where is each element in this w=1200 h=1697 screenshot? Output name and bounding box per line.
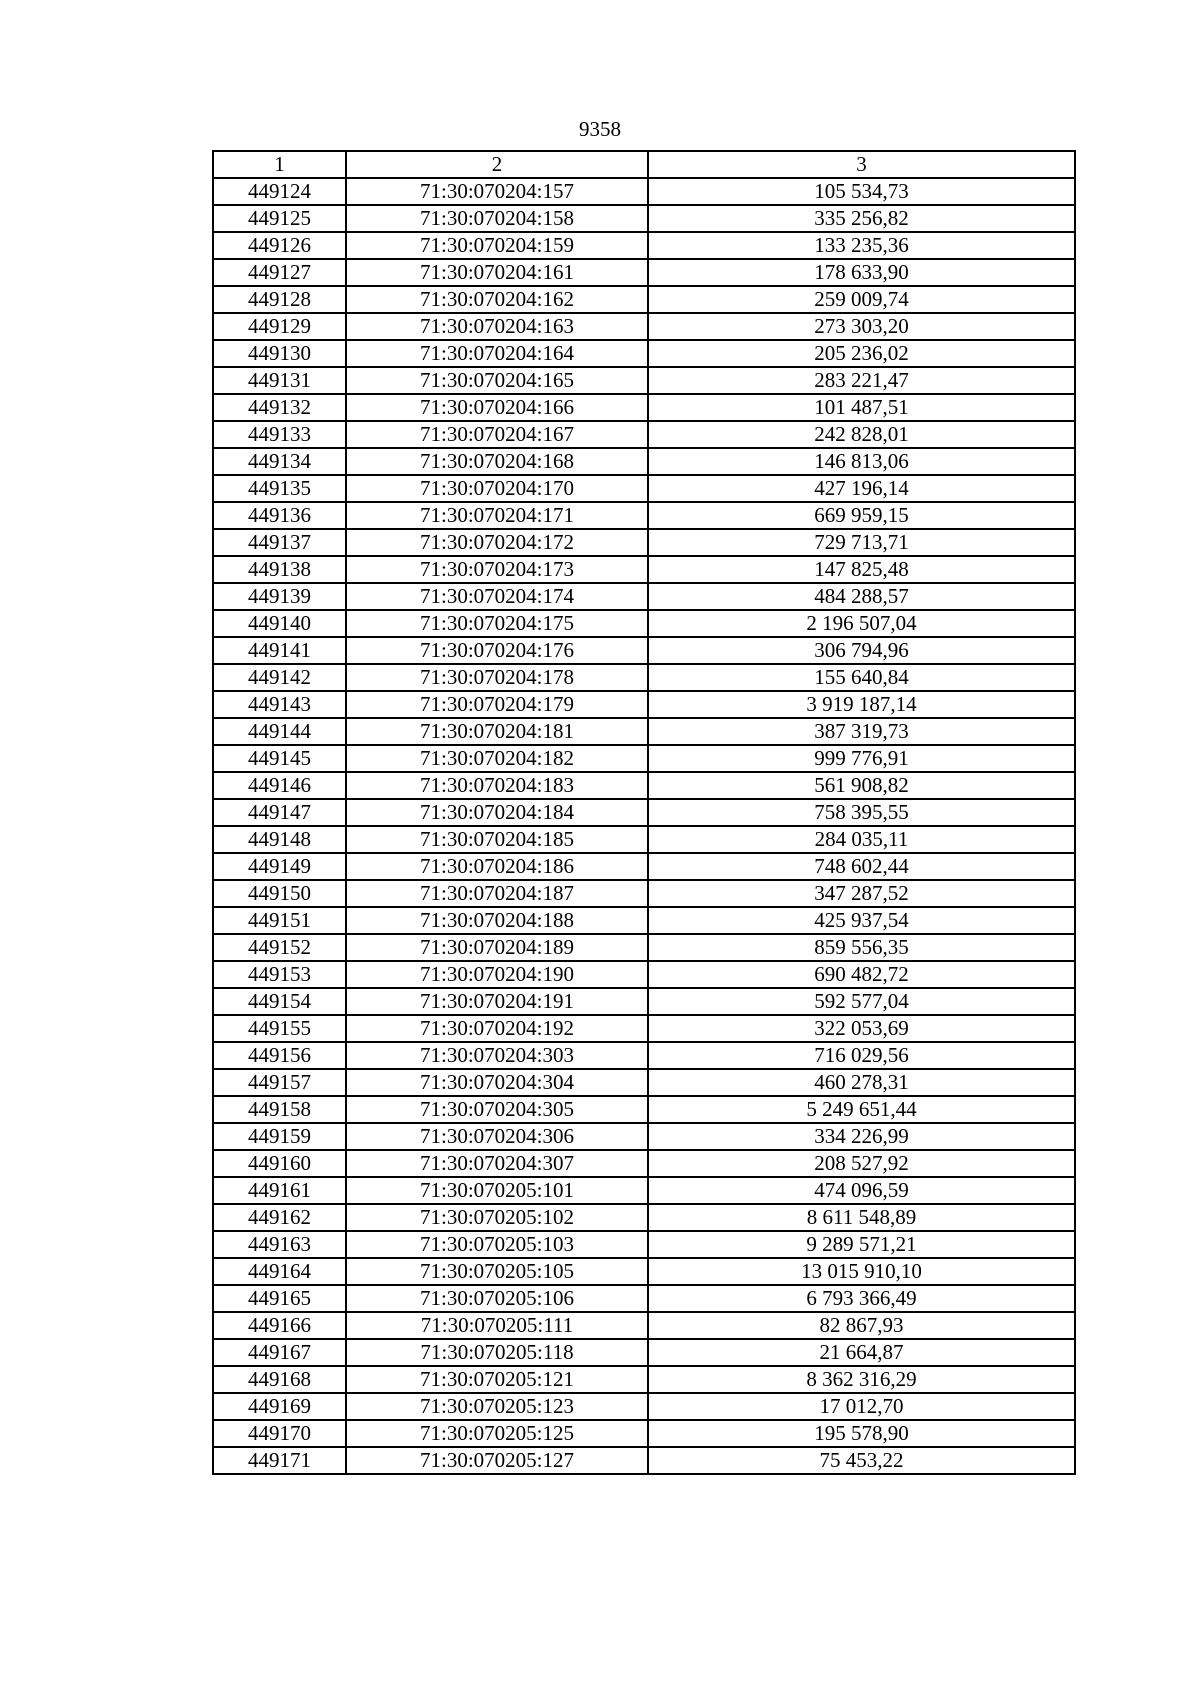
row-number-cell: 449166 [213, 1312, 346, 1339]
cadastral-number-cell: 71:30:070204:170 [346, 475, 648, 502]
table-row [213, 880, 1075, 907]
cadastral-number-cell: 71:30:070205:103 [346, 1231, 648, 1258]
row-number-cell: 449148 [213, 826, 346, 853]
value-cell: 283 221,47 [648, 367, 1075, 394]
row-number-cell: 449128 [213, 286, 346, 313]
table-row [213, 232, 1075, 259]
row-number-cell: 449132 [213, 394, 346, 421]
row-number-cell: 449124 [213, 178, 346, 205]
table-row [213, 934, 1075, 961]
value-cell: 729 713,71 [648, 529, 1075, 556]
table-row [213, 205, 1075, 232]
cadastral-number-cell: 71:30:070204:182 [346, 745, 648, 772]
table-row [213, 313, 1075, 340]
value-cell: 13 015 910,10 [648, 1258, 1075, 1285]
table-row [213, 853, 1075, 880]
cadastral-number-cell: 71:30:070204:161 [346, 259, 648, 286]
value-cell: 242 828,01 [648, 421, 1075, 448]
table-row [213, 1231, 1075, 1258]
value-cell: 334 226,99 [648, 1123, 1075, 1150]
value-cell: 748 602,44 [648, 853, 1075, 880]
value-cell: 75 453,22 [648, 1447, 1075, 1474]
row-number-cell: 449163 [213, 1231, 346, 1258]
row-number-cell: 449159 [213, 1123, 346, 1150]
value-cell: 859 556,35 [648, 934, 1075, 961]
cadastral-number-cell: 71:30:070204:183 [346, 772, 648, 799]
table-row [213, 259, 1075, 286]
cadastral-number-cell: 71:30:070205:118 [346, 1339, 648, 1366]
table-row [213, 1096, 1075, 1123]
cadastral-number-cell: 71:30:070204:165 [346, 367, 648, 394]
value-cell: 208 527,92 [648, 1150, 1075, 1177]
row-number-cell: 449125 [213, 205, 346, 232]
cadastral-number-cell: 71:30:070204:307 [346, 1150, 648, 1177]
cadastral-number-cell: 71:30:070204:303 [346, 1042, 648, 1069]
value-cell: 17 012,70 [648, 1393, 1075, 1420]
cadastral-number-cell: 71:30:070205:106 [346, 1285, 648, 1312]
value-cell: 133 235,36 [648, 232, 1075, 259]
row-number-cell: 449168 [213, 1366, 346, 1393]
value-cell: 322 053,69 [648, 1015, 1075, 1042]
row-number-cell: 449130 [213, 340, 346, 367]
table-row [213, 745, 1075, 772]
row-number-cell: 449154 [213, 988, 346, 1015]
table-row [213, 1123, 1075, 1150]
row-number-cell: 449145 [213, 745, 346, 772]
value-cell: 335 256,82 [648, 205, 1075, 232]
table-row [213, 1258, 1075, 1285]
row-number-cell: 449162 [213, 1204, 346, 1231]
row-number-cell: 449133 [213, 421, 346, 448]
row-number-cell: 449169 [213, 1393, 346, 1420]
value-cell: 8 611 548,89 [648, 1204, 1075, 1231]
table-row [213, 394, 1075, 421]
table-row [213, 367, 1075, 394]
value-cell: 387 319,73 [648, 718, 1075, 745]
table-row [213, 718, 1075, 745]
value-cell: 460 278,31 [648, 1069, 1075, 1096]
table-row [213, 1177, 1075, 1204]
value-cell: 3 919 187,14 [648, 691, 1075, 718]
cadastral-number-cell: 71:30:070204:172 [346, 529, 648, 556]
value-cell: 306 794,96 [648, 637, 1075, 664]
row-number-cell: 449134 [213, 448, 346, 475]
table-row [213, 502, 1075, 529]
row-number-cell: 449143 [213, 691, 346, 718]
cadastral-number-cell: 71:30:070204:176 [346, 637, 648, 664]
cadastral-number-cell: 71:30:070204:175 [346, 610, 648, 637]
table-row [213, 1420, 1075, 1447]
cadastral-number-cell: 71:30:070204:305 [346, 1096, 648, 1123]
column-header: 3 [648, 151, 1075, 178]
row-number-cell: 449157 [213, 1069, 346, 1096]
value-cell: 716 029,56 [648, 1042, 1075, 1069]
value-cell: 9 289 571,21 [648, 1231, 1075, 1258]
row-number-cell: 449160 [213, 1150, 346, 1177]
cadastral-number-cell: 71:30:070204:159 [346, 232, 648, 259]
row-number-cell: 449152 [213, 934, 346, 961]
table-row [213, 529, 1075, 556]
row-number-cell: 449156 [213, 1042, 346, 1069]
value-cell: 758 395,55 [648, 799, 1075, 826]
value-cell: 999 776,91 [648, 745, 1075, 772]
table-row [213, 421, 1075, 448]
page-number: 9358 [579, 117, 621, 141]
row-number-cell: 449164 [213, 1258, 346, 1285]
value-cell: 484 288,57 [648, 583, 1075, 610]
row-number-cell: 449155 [213, 1015, 346, 1042]
row-number-cell: 449167 [213, 1339, 346, 1366]
cadastral-number-cell: 71:30:070204:162 [346, 286, 648, 313]
value-cell: 427 196,14 [648, 475, 1075, 502]
row-number-cell: 449147 [213, 799, 346, 826]
value-cell: 669 959,15 [648, 502, 1075, 529]
table-row [213, 1069, 1075, 1096]
value-cell: 155 640,84 [648, 664, 1075, 691]
value-cell: 205 236,02 [648, 340, 1075, 367]
row-number-cell: 449165 [213, 1285, 346, 1312]
cadastral-number-cell: 71:30:070204:179 [346, 691, 648, 718]
cadastral-number-cell: 71:30:070205:102 [346, 1204, 648, 1231]
table-row [213, 826, 1075, 853]
cadastral-number-cell: 71:30:070204:164 [346, 340, 648, 367]
table-row [213, 1447, 1075, 1474]
cadastral-number-cell: 71:30:070204:191 [346, 988, 648, 1015]
cadastral-number-cell: 71:30:070204:304 [346, 1069, 648, 1096]
value-cell: 146 813,06 [648, 448, 1075, 475]
cadastral-number-cell: 71:30:070205:123 [346, 1393, 648, 1420]
cadastral-number-cell: 71:30:070204:190 [346, 961, 648, 988]
cadastral-number-cell: 71:30:070204:188 [346, 907, 648, 934]
row-number-cell: 449126 [213, 232, 346, 259]
value-cell: 592 577,04 [648, 988, 1075, 1015]
table-row [213, 1042, 1075, 1069]
value-cell: 147 825,48 [648, 556, 1075, 583]
table-row [213, 772, 1075, 799]
cadastral-number-cell: 71:30:070204:184 [346, 799, 648, 826]
row-number-cell: 449129 [213, 313, 346, 340]
table-row [213, 610, 1075, 637]
cadastral-number-cell: 71:30:070204:192 [346, 1015, 648, 1042]
value-cell: 195 578,90 [648, 1420, 1075, 1447]
row-number-cell: 449171 [213, 1447, 346, 1474]
row-number-cell: 449144 [213, 718, 346, 745]
row-number-cell: 449127 [213, 259, 346, 286]
table-row [213, 583, 1075, 610]
row-number-cell: 449146 [213, 772, 346, 799]
cadastral-number-cell: 71:30:070205:111 [346, 1312, 648, 1339]
row-number-cell: 449137 [213, 529, 346, 556]
table-row [213, 907, 1075, 934]
table-row [213, 961, 1075, 988]
row-number-cell: 449136 [213, 502, 346, 529]
table-row [213, 637, 1075, 664]
row-number-cell: 449140 [213, 610, 346, 637]
column-header: 2 [346, 151, 648, 178]
value-cell: 82 867,93 [648, 1312, 1075, 1339]
row-number-cell: 449142 [213, 664, 346, 691]
table-body [213, 178, 1075, 1474]
table-row [213, 1015, 1075, 1042]
cadastral-number-cell: 71:30:070205:101 [346, 1177, 648, 1204]
cadastral-number-cell: 71:30:070204:187 [346, 880, 648, 907]
row-number-cell: 449170 [213, 1420, 346, 1447]
row-number-cell: 449135 [213, 475, 346, 502]
value-cell: 284 035,11 [648, 826, 1075, 853]
value-cell: 273 303,20 [648, 313, 1075, 340]
cadastral-number-cell: 71:30:070204:166 [346, 394, 648, 421]
cadastral-number-cell: 71:30:070204:186 [346, 853, 648, 880]
table-row [213, 1150, 1075, 1177]
cadastral-number-cell: 71:30:070204:157 [346, 178, 648, 205]
cadastral-number-cell: 71:30:070205:125 [346, 1420, 648, 1447]
value-cell: 425 937,54 [648, 907, 1075, 934]
row-number-cell: 449161 [213, 1177, 346, 1204]
table-row [213, 1366, 1075, 1393]
cadastral-number-cell: 71:30:070205:105 [346, 1258, 648, 1285]
value-cell: 178 633,90 [648, 259, 1075, 286]
row-number-cell: 449150 [213, 880, 346, 907]
cadastral-number-cell: 71:30:070204:174 [346, 583, 648, 610]
table-row [213, 1285, 1075, 1312]
table-row [213, 664, 1075, 691]
table-row [213, 1339, 1075, 1366]
table-row [213, 1393, 1075, 1420]
value-cell: 101 487,51 [648, 394, 1075, 421]
row-number-cell: 449138 [213, 556, 346, 583]
value-cell: 259 009,74 [648, 286, 1075, 313]
table-row [213, 556, 1075, 583]
cadastral-number-cell: 71:30:070204:189 [346, 934, 648, 961]
cadastral-number-cell: 71:30:070204:171 [346, 502, 648, 529]
table-row [213, 988, 1075, 1015]
table-row [213, 340, 1075, 367]
column-header: 1 [213, 151, 346, 178]
value-cell: 6 793 366,49 [648, 1285, 1075, 1312]
table-row [213, 475, 1075, 502]
table-row [213, 178, 1075, 205]
value-cell: 690 482,72 [648, 961, 1075, 988]
cadastral-number-cell: 71:30:070205:127 [346, 1447, 648, 1474]
value-cell: 561 908,82 [648, 772, 1075, 799]
value-cell: 5 249 651,44 [648, 1096, 1075, 1123]
cadastral-number-cell: 71:30:070204:163 [346, 313, 648, 340]
table-row [213, 286, 1075, 313]
cadastral-number-cell: 71:30:070204:306 [346, 1123, 648, 1150]
row-number-cell: 449158 [213, 1096, 346, 1123]
row-number-cell: 449131 [213, 367, 346, 394]
value-cell: 474 096,59 [648, 1177, 1075, 1204]
cadastral-number-cell: 71:30:070204:185 [346, 826, 648, 853]
cadastral-number-cell: 71:30:070204:173 [346, 556, 648, 583]
data-table [212, 150, 1076, 1475]
cadastral-number-cell: 71:30:070204:178 [346, 664, 648, 691]
cadastral-number-cell: 71:30:070204:158 [346, 205, 648, 232]
cadastral-number-cell: 71:30:070204:181 [346, 718, 648, 745]
value-cell: 21 664,87 [648, 1339, 1075, 1366]
cadastral-number-cell: 71:30:070204:168 [346, 448, 648, 475]
table-row [213, 799, 1075, 826]
table-row [213, 1204, 1075, 1231]
table-header-row [213, 151, 1075, 178]
table-row [213, 691, 1075, 718]
value-cell: 105 534,73 [648, 178, 1075, 205]
row-number-cell: 449149 [213, 853, 346, 880]
cadastral-number-cell: 71:30:070205:121 [346, 1366, 648, 1393]
value-cell: 347 287,52 [648, 880, 1075, 907]
row-number-cell: 449139 [213, 583, 346, 610]
cadastral-number-cell: 71:30:070204:167 [346, 421, 648, 448]
value-cell: 8 362 316,29 [648, 1366, 1075, 1393]
row-number-cell: 449151 [213, 907, 346, 934]
row-number-cell: 449153 [213, 961, 346, 988]
row-number-cell: 449141 [213, 637, 346, 664]
table-row [213, 448, 1075, 475]
value-cell: 2 196 507,04 [648, 610, 1075, 637]
table-row [213, 1312, 1075, 1339]
